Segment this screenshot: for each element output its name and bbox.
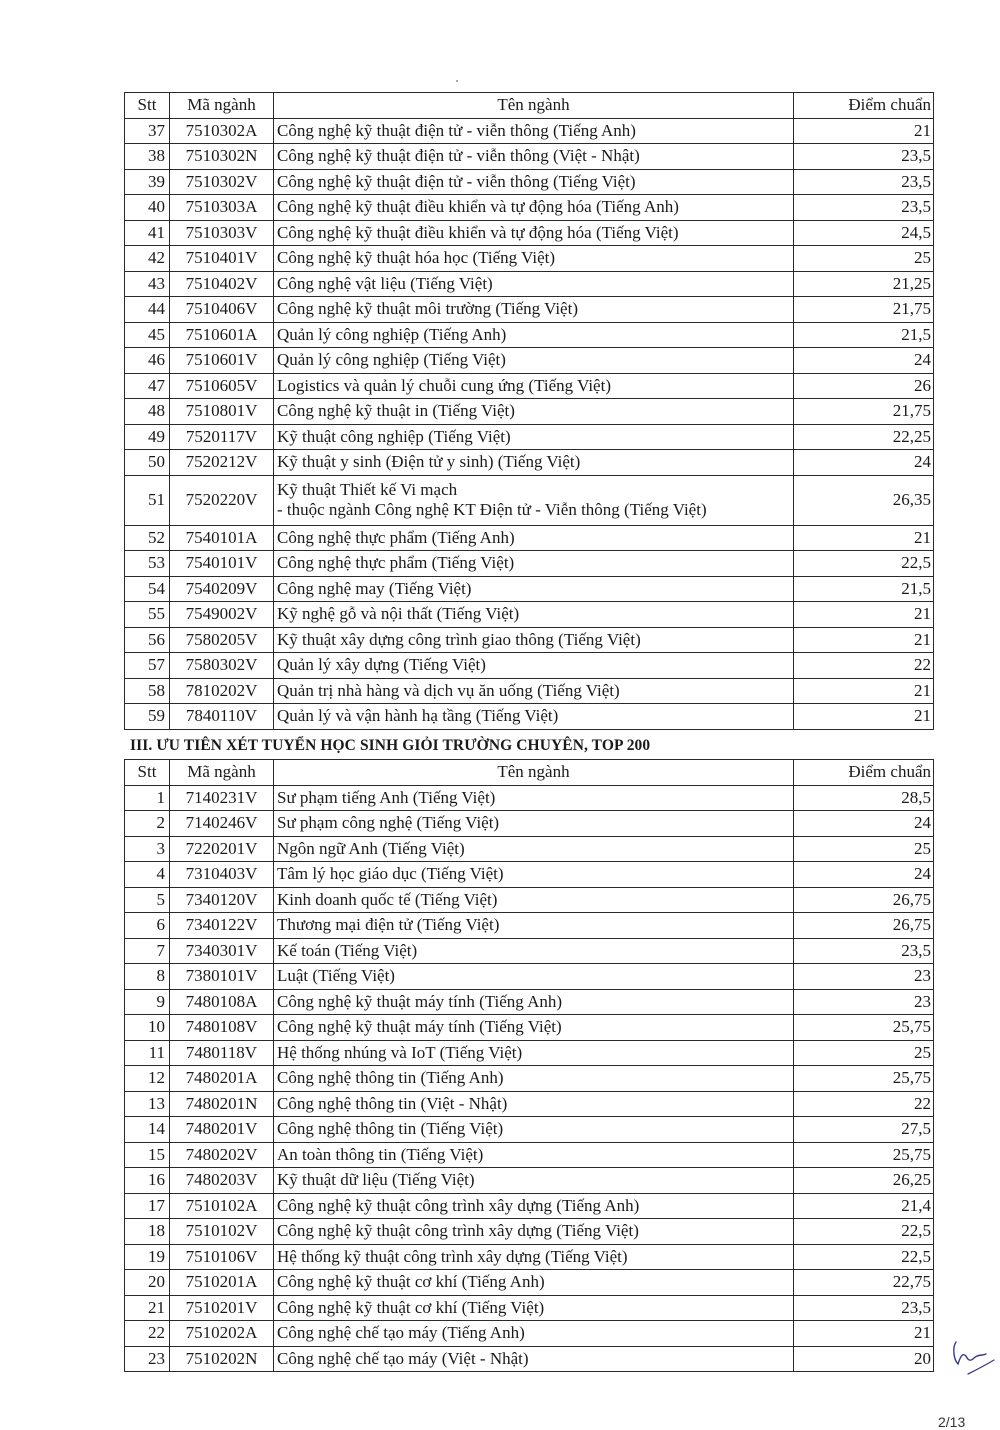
priority-admission-table bbox=[124, 759, 934, 1372]
row-number: 4 bbox=[125, 862, 170, 888]
major-name: Công nghệ thông tin (Tiếng Việt) bbox=[274, 1117, 794, 1143]
table-row bbox=[125, 1270, 934, 1296]
major-code: 7520212V bbox=[170, 450, 274, 476]
table-row bbox=[125, 1066, 934, 1092]
signature-mark bbox=[950, 1338, 998, 1378]
major-name: Hệ thống nhúng và IoT (Tiếng Việt) bbox=[274, 1040, 794, 1066]
table-row bbox=[125, 1091, 934, 1117]
table-row bbox=[125, 348, 934, 374]
major-code: 7510303A bbox=[170, 195, 274, 221]
major-name: Công nghệ kỹ thuật cơ khí (Tiếng Anh) bbox=[274, 1270, 794, 1296]
major-name: Công nghệ chế tạo máy (Tiếng Anh) bbox=[274, 1321, 794, 1347]
cutoff-score: 23,5 bbox=[794, 938, 934, 964]
row-number: 40 bbox=[125, 195, 170, 221]
table-row bbox=[125, 1117, 934, 1143]
major-name: Công nghệ chế tạo máy (Việt - Nhật) bbox=[274, 1346, 794, 1372]
table-header-row bbox=[125, 93, 934, 119]
table-row bbox=[125, 1015, 934, 1041]
major-name: Ngôn ngữ Anh (Tiếng Việt) bbox=[274, 836, 794, 862]
major-code: 7520117V bbox=[170, 424, 274, 450]
header-score: Điểm chuẩn bbox=[794, 760, 934, 786]
cutoff-score: 21,4 bbox=[794, 1193, 934, 1219]
cutoff-score: 28,5 bbox=[794, 785, 934, 811]
cutoff-score: 21 bbox=[794, 627, 934, 653]
row-number: 52 bbox=[125, 525, 170, 551]
row-number: 9 bbox=[125, 989, 170, 1015]
row-number: 41 bbox=[125, 220, 170, 246]
table-row bbox=[125, 1346, 934, 1372]
row-number: 8 bbox=[125, 964, 170, 990]
table-row bbox=[125, 144, 934, 170]
cutoff-score: 22,5 bbox=[794, 551, 934, 577]
table-row bbox=[125, 246, 934, 272]
major-name: Sư phạm công nghệ (Tiếng Việt) bbox=[274, 811, 794, 837]
cutoff-score: 21,75 bbox=[794, 297, 934, 323]
header-code: Mã ngành bbox=[170, 93, 274, 119]
cutoff-score: 22,5 bbox=[794, 1244, 934, 1270]
row-number: 49 bbox=[125, 424, 170, 450]
major-code: 7510106V bbox=[170, 1244, 274, 1270]
major-name: An toàn thông tin (Tiếng Việt) bbox=[274, 1142, 794, 1168]
major-code: 7840110V bbox=[170, 704, 274, 730]
major-name: Công nghệ kỹ thuật điều khiển và tự động hóa (Tiếng Anh) bbox=[274, 195, 794, 221]
row-number: 44 bbox=[125, 297, 170, 323]
row-number: 56 bbox=[125, 627, 170, 653]
cutoff-score: 26,25 bbox=[794, 1168, 934, 1194]
cutoff-score: 22 bbox=[794, 653, 934, 679]
major-code: 7480201V bbox=[170, 1117, 274, 1143]
cutoff-score: 21 bbox=[794, 1321, 934, 1347]
row-number: 13 bbox=[125, 1091, 170, 1117]
cutoff-score: 21 bbox=[794, 525, 934, 551]
major-code: 7510402V bbox=[170, 271, 274, 297]
major-code: 7510801V bbox=[170, 399, 274, 425]
major-name: Kỹ nghệ gỗ và nội thất (Tiếng Việt) bbox=[274, 602, 794, 628]
table-row bbox=[125, 195, 934, 221]
cutoff-score: 26 bbox=[794, 373, 934, 399]
table-row bbox=[125, 450, 934, 476]
cutoff-score: 26,75 bbox=[794, 887, 934, 913]
major-code: 7310403V bbox=[170, 862, 274, 888]
major-code: 7540209V bbox=[170, 576, 274, 602]
row-number: 17 bbox=[125, 1193, 170, 1219]
major-name: Công nghệ kỹ thuật điện tử - viễn thông (Tiếng Anh) bbox=[274, 118, 794, 144]
major-name: Công nghệ kỹ thuật máy tính (Tiếng Anh) bbox=[274, 989, 794, 1015]
table-row bbox=[125, 785, 934, 811]
row-number: 18 bbox=[125, 1219, 170, 1245]
table-row bbox=[125, 964, 934, 990]
table-row bbox=[125, 297, 934, 323]
cutoff-score: 24 bbox=[794, 811, 934, 837]
row-number: 1 bbox=[125, 785, 170, 811]
major-code: 7510102A bbox=[170, 1193, 274, 1219]
major-code: 7510302V bbox=[170, 169, 274, 195]
admission-table-continued bbox=[124, 92, 934, 730]
header-code: Mã ngành bbox=[170, 760, 274, 786]
table-row bbox=[125, 811, 934, 837]
major-name: Công nghệ kỹ thuật máy tính (Tiếng Việt) bbox=[274, 1015, 794, 1041]
major-name: Thương mại điện tử (Tiếng Việt) bbox=[274, 913, 794, 939]
header-stt: Stt bbox=[125, 93, 170, 119]
row-number: 45 bbox=[125, 322, 170, 348]
table-row bbox=[125, 1244, 934, 1270]
cutoff-score: 24 bbox=[794, 862, 934, 888]
cutoff-score: 22,75 bbox=[794, 1270, 934, 1296]
major-name-line: Kỹ thuật Thiết kế Vi mạch bbox=[277, 480, 458, 499]
cutoff-score: 23 bbox=[794, 964, 934, 990]
major-name: Công nghệ thực phẩm (Tiếng Việt) bbox=[274, 551, 794, 577]
row-number: 16 bbox=[125, 1168, 170, 1194]
cutoff-score: 23,5 bbox=[794, 144, 934, 170]
row-number: 50 bbox=[125, 450, 170, 476]
major-name: Quản lý và vận hành hạ tầng (Tiếng Việt) bbox=[274, 704, 794, 730]
page-number: 2/13 bbox=[938, 1414, 966, 1430]
row-number: 12 bbox=[125, 1066, 170, 1092]
row-number: 58 bbox=[125, 678, 170, 704]
table-row bbox=[125, 322, 934, 348]
row-number: 11 bbox=[125, 1040, 170, 1066]
major-name: Công nghệ may (Tiếng Việt) bbox=[274, 576, 794, 602]
row-number: 20 bbox=[125, 1270, 170, 1296]
header-name: Tên ngành bbox=[274, 93, 794, 119]
major-name: Công nghệ thông tin (Việt - Nhật) bbox=[274, 1091, 794, 1117]
major-name-line: - thuộc ngành Công nghệ KT Điện tử - Viễn thông (Tiếng Việt) bbox=[277, 500, 707, 519]
major-name: Công nghệ kỹ thuật môi trường (Tiếng Việt) bbox=[274, 297, 794, 323]
major-name: Kỹ thuật dữ liệu (Tiếng Việt) bbox=[274, 1168, 794, 1194]
row-number: 43 bbox=[125, 271, 170, 297]
major-code: 7810202V bbox=[170, 678, 274, 704]
table-header-row bbox=[125, 760, 934, 786]
major-name: Công nghệ kỹ thuật điều khiển và tự động hóa (Tiếng Việt) bbox=[274, 220, 794, 246]
table-row bbox=[125, 989, 934, 1015]
major-name: Công nghệ kỹ thuật điện tử - viễn thông (Việt - Nhật) bbox=[274, 144, 794, 170]
table-row bbox=[125, 704, 934, 730]
major-code: 7510201V bbox=[170, 1295, 274, 1321]
row-number: 38 bbox=[125, 144, 170, 170]
table-row bbox=[125, 938, 934, 964]
table-row bbox=[125, 551, 934, 577]
row-number: 46 bbox=[125, 348, 170, 374]
major-code: 7380101V bbox=[170, 964, 274, 990]
major-name: Công nghệ kỹ thuật cơ khí (Tiếng Việt) bbox=[274, 1295, 794, 1321]
major-name: Luật (Tiếng Việt) bbox=[274, 964, 794, 990]
major-name: Quản trị nhà hàng và dịch vụ ăn uống (Tiếng Việt) bbox=[274, 678, 794, 704]
table-row bbox=[125, 627, 934, 653]
row-number: 53 bbox=[125, 551, 170, 577]
major-code: 7510302A bbox=[170, 118, 274, 144]
row-number: 51 bbox=[125, 475, 170, 525]
table-body bbox=[125, 118, 934, 729]
cutoff-score: 22 bbox=[794, 1091, 934, 1117]
cutoff-score: 25,75 bbox=[794, 1066, 934, 1092]
major-name: Logistics và quản lý chuỗi cung ứng (Tiếng Việt) bbox=[274, 373, 794, 399]
major-code: 7540101V bbox=[170, 551, 274, 577]
row-number: 47 bbox=[125, 373, 170, 399]
row-number: 37 bbox=[125, 118, 170, 144]
table-body bbox=[125, 785, 934, 1372]
major-code: 7510201A bbox=[170, 1270, 274, 1296]
major-name: Quản lý công nghiệp (Tiếng Việt) bbox=[274, 348, 794, 374]
major-name bbox=[274, 475, 794, 525]
major-code: 7480201N bbox=[170, 1091, 274, 1117]
cutoff-score: 20 bbox=[794, 1346, 934, 1372]
major-code: 7510202N bbox=[170, 1346, 274, 1372]
major-code: 7480108V bbox=[170, 1015, 274, 1041]
major-name: Quản lý xây dựng (Tiếng Việt) bbox=[274, 653, 794, 679]
row-number: 2 bbox=[125, 811, 170, 837]
major-code: 7510302N bbox=[170, 144, 274, 170]
table-row bbox=[125, 399, 934, 425]
row-number: 39 bbox=[125, 169, 170, 195]
table-row bbox=[125, 475, 934, 525]
table-row bbox=[125, 424, 934, 450]
table-row bbox=[125, 1219, 934, 1245]
cutoff-score: 21 bbox=[794, 704, 934, 730]
table-row bbox=[125, 576, 934, 602]
table-row bbox=[125, 1193, 934, 1219]
major-code: 7510102V bbox=[170, 1219, 274, 1245]
row-number: 7 bbox=[125, 938, 170, 964]
cutoff-score: 25,75 bbox=[794, 1142, 934, 1168]
table-row bbox=[125, 525, 934, 551]
major-name: Tâm lý học giáo dục (Tiếng Việt) bbox=[274, 862, 794, 888]
major-code: 7580302V bbox=[170, 653, 274, 679]
section-title: III. ƯU TIÊN XÉT TUYỂN HỌC SINH GIỎI TRƯỜNG CHUYÊN, TOP 200 bbox=[130, 737, 651, 754]
row-number: 54 bbox=[125, 576, 170, 602]
cutoff-score: 26,35 bbox=[794, 475, 934, 525]
row-number: 22 bbox=[125, 1321, 170, 1347]
cutoff-score: 24,5 bbox=[794, 220, 934, 246]
cutoff-score: 21 bbox=[794, 118, 934, 144]
cutoff-score: 23,5 bbox=[794, 169, 934, 195]
table-row bbox=[125, 1295, 934, 1321]
scan-speck bbox=[456, 80, 458, 82]
major-code: 7220201V bbox=[170, 836, 274, 862]
cutoff-score: 25 bbox=[794, 246, 934, 272]
table-row bbox=[125, 1168, 934, 1194]
row-number: 10 bbox=[125, 1015, 170, 1041]
header-name: Tên ngành bbox=[274, 760, 794, 786]
major-code: 7340120V bbox=[170, 887, 274, 913]
major-name: Công nghệ kỹ thuật công trình xây dựng (Tiếng Anh) bbox=[274, 1193, 794, 1219]
row-number: 57 bbox=[125, 653, 170, 679]
major-code: 7340301V bbox=[170, 938, 274, 964]
cutoff-score: 25,75 bbox=[794, 1015, 934, 1041]
table-row bbox=[125, 169, 934, 195]
cutoff-score: 21,5 bbox=[794, 322, 934, 348]
table-row bbox=[125, 1142, 934, 1168]
major-name: Kỹ thuật y sinh (Điện tử y sinh) (Tiếng Việt) bbox=[274, 450, 794, 476]
major-code: 7510601A bbox=[170, 322, 274, 348]
table-row bbox=[125, 220, 934, 246]
major-code: 7140231V bbox=[170, 785, 274, 811]
table-row bbox=[125, 118, 934, 144]
major-name: Hệ thống kỹ thuật công trình xây dựng (Tiếng Việt) bbox=[274, 1244, 794, 1270]
row-number: 14 bbox=[125, 1117, 170, 1143]
major-code: 7510605V bbox=[170, 373, 274, 399]
cutoff-score: 25 bbox=[794, 1040, 934, 1066]
major-code: 7510303V bbox=[170, 220, 274, 246]
major-name: Công nghệ vật liệu (Tiếng Việt) bbox=[274, 271, 794, 297]
major-name: Công nghệ kỹ thuật hóa học (Tiếng Việt) bbox=[274, 246, 794, 272]
table-row bbox=[125, 678, 934, 704]
major-code: 7510401V bbox=[170, 246, 274, 272]
row-number: 15 bbox=[125, 1142, 170, 1168]
major-code: 7480118V bbox=[170, 1040, 274, 1066]
cutoff-score: 21,25 bbox=[794, 271, 934, 297]
major-code: 7510601V bbox=[170, 348, 274, 374]
major-name: Công nghệ kỹ thuật in (Tiếng Việt) bbox=[274, 399, 794, 425]
major-code: 7549002V bbox=[170, 602, 274, 628]
cutoff-score: 21 bbox=[794, 602, 934, 628]
table-row bbox=[125, 836, 934, 862]
table-row bbox=[125, 913, 934, 939]
major-code: 7510202A bbox=[170, 1321, 274, 1347]
major-code: 7540101A bbox=[170, 525, 274, 551]
row-number: 6 bbox=[125, 913, 170, 939]
row-number: 55 bbox=[125, 602, 170, 628]
major-name: Sư phạm tiếng Anh (Tiếng Việt) bbox=[274, 785, 794, 811]
major-name: Kỹ thuật công nghiệp (Tiếng Việt) bbox=[274, 424, 794, 450]
major-name: Công nghệ thông tin (Tiếng Anh) bbox=[274, 1066, 794, 1092]
major-code: 7580205V bbox=[170, 627, 274, 653]
major-code: 7480203V bbox=[170, 1168, 274, 1194]
row-number: 48 bbox=[125, 399, 170, 425]
cutoff-score: 24 bbox=[794, 348, 934, 374]
table-row bbox=[125, 862, 934, 888]
table-row bbox=[125, 373, 934, 399]
major-code: 7480202V bbox=[170, 1142, 274, 1168]
major-code: 7510406V bbox=[170, 297, 274, 323]
major-name: Kinh doanh quốc tế (Tiếng Việt) bbox=[274, 887, 794, 913]
row-number: 3 bbox=[125, 836, 170, 862]
table-row bbox=[125, 602, 934, 628]
major-code: 7480108A bbox=[170, 989, 274, 1015]
row-number: 59 bbox=[125, 704, 170, 730]
cutoff-score: 23 bbox=[794, 989, 934, 1015]
table-row bbox=[125, 1040, 934, 1066]
table-row bbox=[125, 1321, 934, 1347]
cutoff-score: 23,5 bbox=[794, 195, 934, 221]
major-code: 7520220V bbox=[170, 475, 274, 525]
row-number: 21 bbox=[125, 1295, 170, 1321]
cutoff-score: 24 bbox=[794, 450, 934, 476]
major-name: Công nghệ kỹ thuật điện tử - viễn thông (Tiếng Việt) bbox=[274, 169, 794, 195]
major-code: 7340122V bbox=[170, 913, 274, 939]
cutoff-score: 21,75 bbox=[794, 399, 934, 425]
cutoff-score: 27,5 bbox=[794, 1117, 934, 1143]
header-stt: Stt bbox=[125, 760, 170, 786]
major-name: Kế toán (Tiếng Việt) bbox=[274, 938, 794, 964]
row-number: 23 bbox=[125, 1346, 170, 1372]
major-name: Công nghệ thực phẩm (Tiếng Anh) bbox=[274, 525, 794, 551]
major-name: Công nghệ kỹ thuật công trình xây dựng (Tiếng Việt) bbox=[274, 1219, 794, 1245]
table-row bbox=[125, 887, 934, 913]
table-row bbox=[125, 271, 934, 297]
major-code: 7140246V bbox=[170, 811, 274, 837]
major-name: Kỹ thuật xây dựng công trình giao thông (Tiếng Việt) bbox=[274, 627, 794, 653]
cutoff-score: 21,5 bbox=[794, 576, 934, 602]
cutoff-score: 26,75 bbox=[794, 913, 934, 939]
header-score: Điểm chuẩn bbox=[794, 93, 934, 119]
cutoff-score: 22,5 bbox=[794, 1219, 934, 1245]
cutoff-score: 22,25 bbox=[794, 424, 934, 450]
row-number: 42 bbox=[125, 246, 170, 272]
cutoff-score: 25 bbox=[794, 836, 934, 862]
cutoff-score: 21 bbox=[794, 678, 934, 704]
row-number: 19 bbox=[125, 1244, 170, 1270]
table-row bbox=[125, 653, 934, 679]
cutoff-score: 23,5 bbox=[794, 1295, 934, 1321]
row-number: 5 bbox=[125, 887, 170, 913]
major-name: Quản lý công nghiệp (Tiếng Anh) bbox=[274, 322, 794, 348]
major-code: 7480201A bbox=[170, 1066, 274, 1092]
